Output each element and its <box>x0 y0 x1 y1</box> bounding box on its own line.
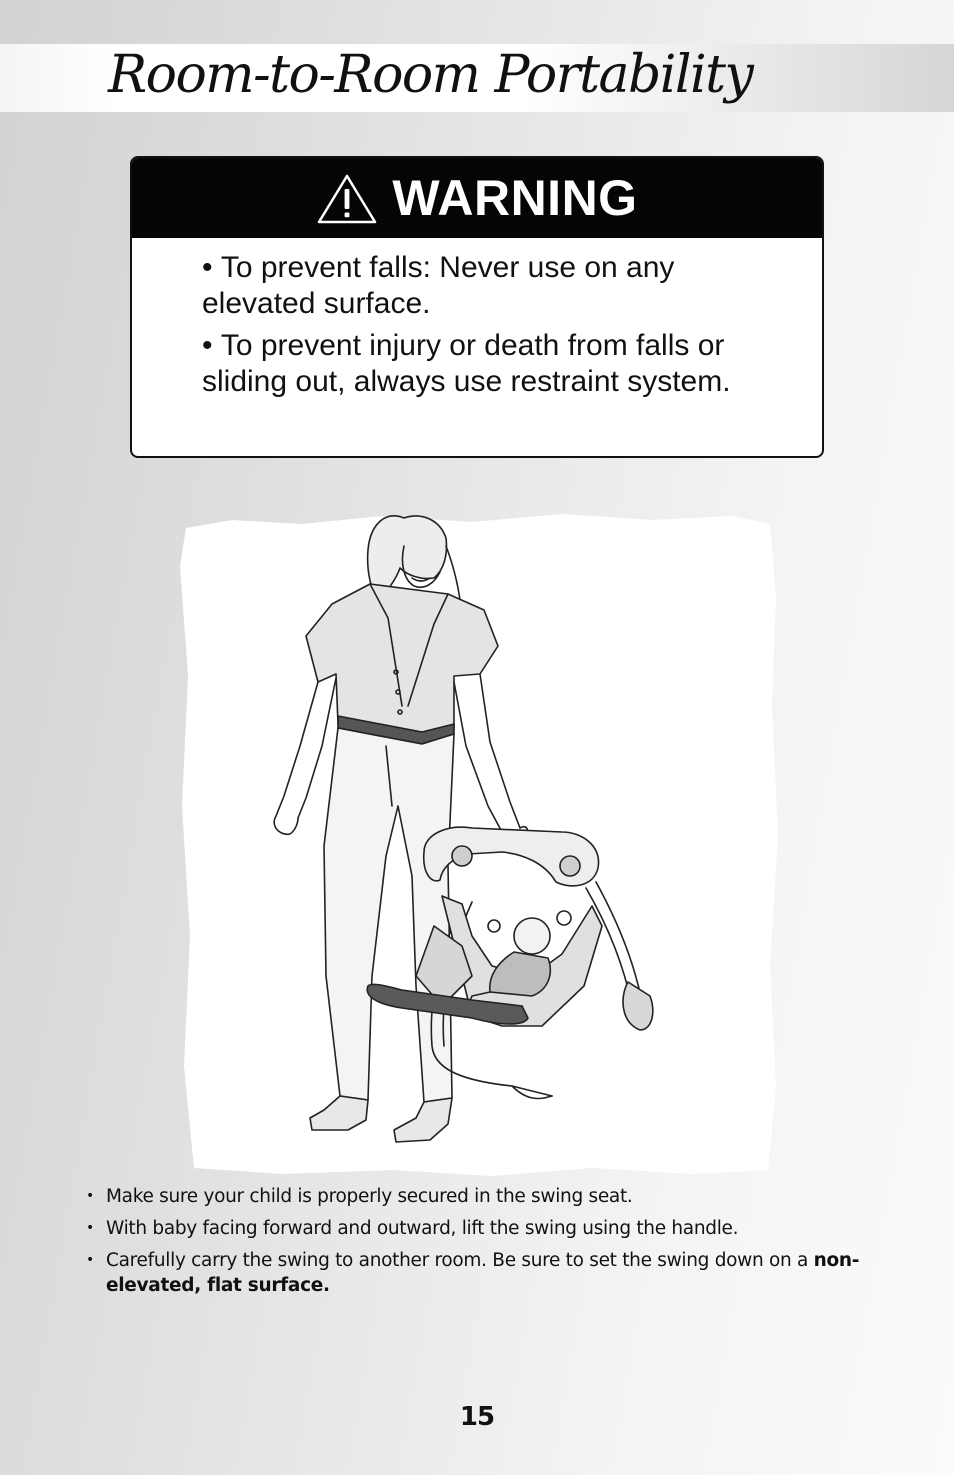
instruction-item <box>84 1216 864 1241</box>
instruction-text: Make sure your child is properly secured in the swing seat. <box>106 1186 633 1207</box>
instruction-item <box>84 1248 864 1298</box>
warning-heading: WARNING <box>392 170 638 226</box>
page-title: Room-to-Room Portability <box>108 45 753 105</box>
instruction-emphasis: non-elevated, flat surface. <box>106 1250 860 1296</box>
illustration-woman-carrying-swing <box>172 506 784 1182</box>
warning-box <box>130 156 824 458</box>
instructions-list <box>84 1184 864 1305</box>
warning-item: • To prevent falls: Never use on any elevated surface. <box>202 250 792 322</box>
warning-list <box>202 250 792 406</box>
instruction-text: With baby facing forward and outward, lift the swing using the handle. <box>106 1218 739 1239</box>
instruction-item <box>84 1184 864 1209</box>
warning-header <box>132 158 822 238</box>
instruction-text: Carefully carry the swing to another room. Be sure to set the swing down on a <box>106 1250 814 1271</box>
warning-item: • To prevent injury or death from falls or sliding out, always use restraint system. <box>202 328 792 400</box>
page-number: 15 <box>459 1402 495 1432</box>
warning-triangle-icon <box>316 173 378 225</box>
